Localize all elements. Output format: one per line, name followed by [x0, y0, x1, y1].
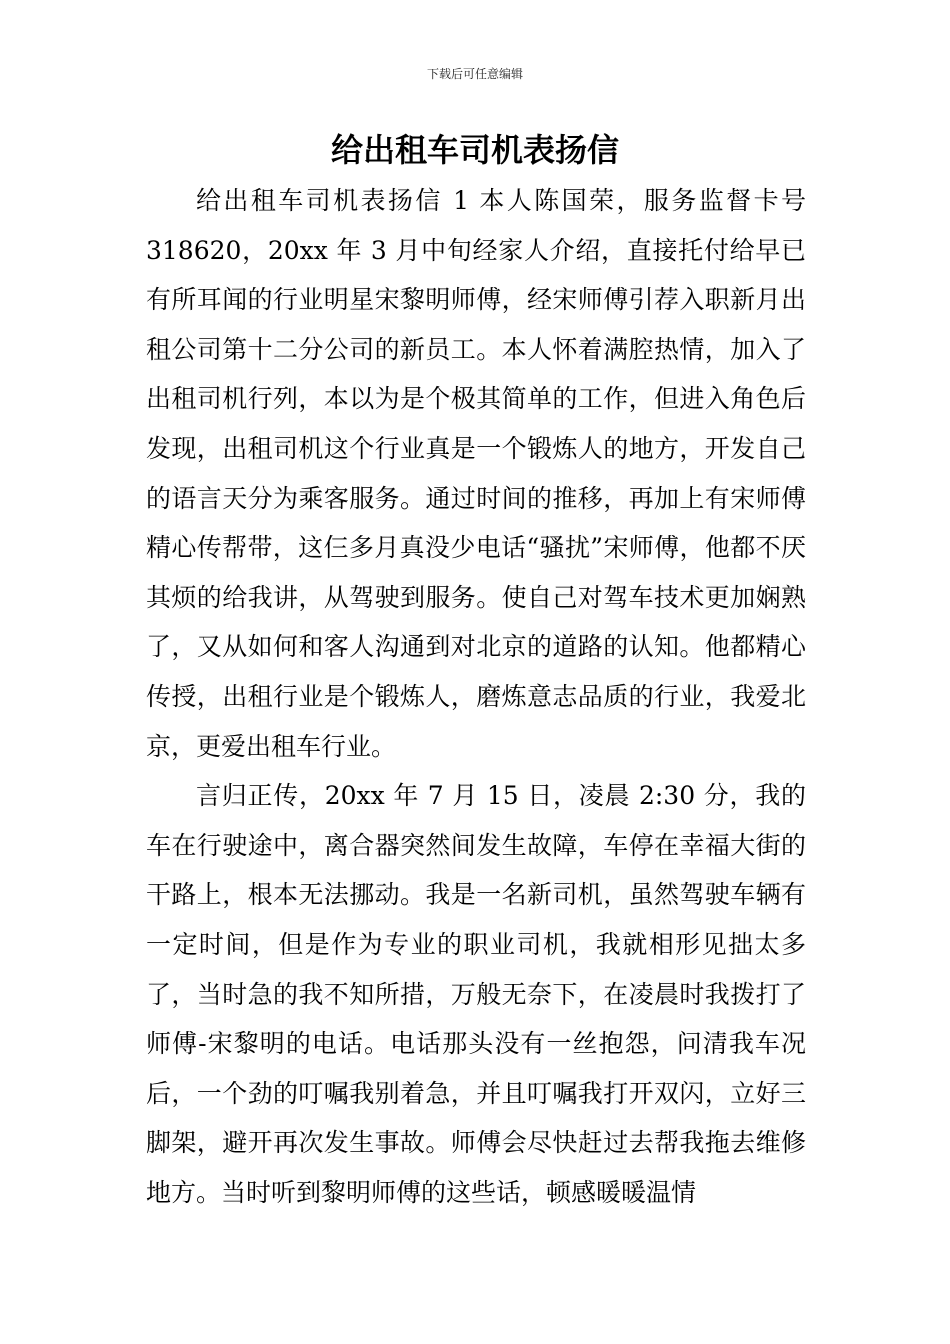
body-paragraph-2: 言归正传，20xx 年 7 月 15 日，凌晨 2:30 分，我的车在行驶途中，离合器突然间发生故障，车停在幸福大街的干路上，根本无法挪动。我是一名新司机，虽然驾驶车辆有一定时间，但是作为专业的职业司机，我就相形见拙太多了，当时急的我不知所措，万般无奈下，在凌晨时我拨打了师傅-宋黎明的电话。电话那头没有一丝抱怨，问清我车况后，一个劲的叮嘱我别着急，并且叮嘱我打开双闪，立好三脚架，避开再次发生事故。师傅会尽快赶过去帮我拖去维修地方。当时听到黎明师傅的这些话，顿感暖暖温情 — [146, 781, 806, 1207]
header-note: 下载后可任意编辑 — [426, 67, 523, 81]
document-title: 给出租车司机表扬信 — [330, 131, 619, 169]
document-body — [146, 176, 806, 1217]
body-paragraph-1: 给出租车司机表扬信 1 本人陈国荣，服务监督卡号 318620，20xx 年 3 月中旬经家人介绍，直接托付给早已有所耳闻的行业明星宋黎明师傅，经宋师傅引荐入职新月出租公司第十二分公司的新员工。本人怀着满腔热情，加入了出租司机行列，本以为是个极其简单的工作，但进入角色后发现，出租司机这个行业真是一个锻炼人的地方，开发自己的语言天分为乘客服务。通过时间的推移，再加上有宋师傅精心传帮带，这仨多月真没少电话“骚扰”宋师傅，他都不厌其烦的给我讲，从驾驶到服务。使自己对驾车技术更加娴熟了，又从如何和客人沟通到对北京的道路的认知。他都精心传授，出租行业是个锻炼人，磨炼意志品质的行业，我爱北京，更爱出租车行业。 — [146, 186, 806, 761]
